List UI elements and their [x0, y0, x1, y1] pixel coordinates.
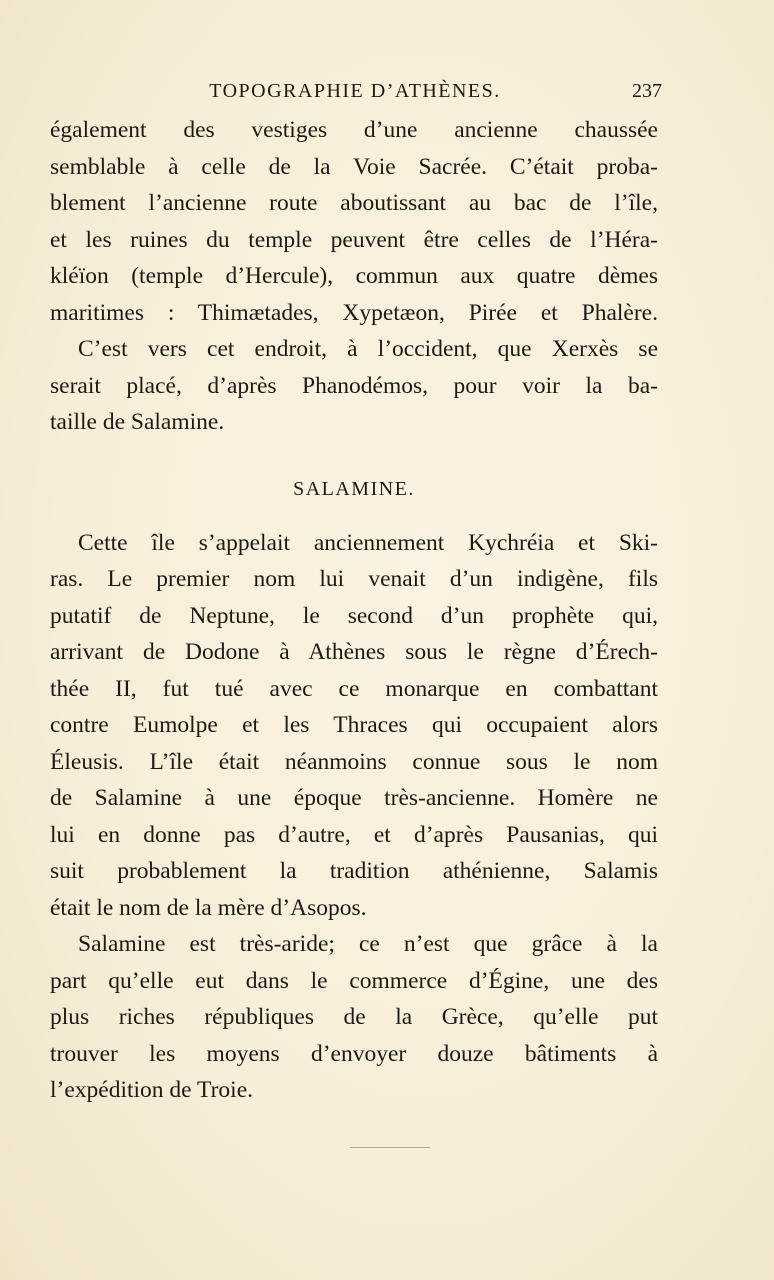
page-header — [50, 80, 660, 108]
text-line: putatif de Neptune, le second d’un prophète qui, — [50, 602, 658, 629]
text-line: C’est vers cet endroit, à l’occident, que Xerxès se — [78, 336, 658, 362]
text-line: contre Eumolpe et les Thraces qui occupaient alors — [50, 712, 658, 738]
text-line: serait placé, d’après Phanodémos, pour voir la ba- — [50, 372, 658, 399]
text-line: trouver les moyens d’envoyer douze bâtiments à — [50, 1040, 658, 1067]
text-line: de Salamine à une époque très-ancienne. Homère ne — [50, 785, 658, 811]
text-line: ras. Le premier nom lui venait d’un indigène, fils — [50, 566, 658, 592]
text-line: Éleusis. L’île était néanmoins connue sous le nom — [50, 748, 658, 775]
end-rule — [350, 1147, 430, 1148]
text-line: part qu’elle eut dans le commerce d’Égine, une des — [50, 967, 658, 994]
text-line: kléïon (temple d’Hercule), commun aux quatre dèmes — [50, 263, 658, 289]
text-line: et les ruines du temple peuvent être celles de l’Héra- — [50, 226, 658, 253]
section-heading: SALAMINE. — [293, 477, 415, 500]
page-number: 237 — [632, 80, 662, 102]
text-line: était le nom de la mère d’Asopos. — [50, 894, 367, 921]
text-line: lui en donne pas d’autre, et d’après Pausanias, qui — [50, 821, 658, 848]
body-text — [50, 112, 658, 1109]
text-line: Cette île s’appelait anciennement Kychréia et Ski- — [78, 529, 658, 556]
text-line: l’expédition de Troie. — [50, 1077, 253, 1103]
text-line: Salamine est très-aride; ce n’est que grâce à la — [78, 931, 658, 957]
text-line: également des vestiges d’une ancienne chaussée — [50, 117, 658, 143]
text-line: plus riches républiques de la Grèce, qu’elle put — [50, 1004, 658, 1030]
text-line: taille de Salamine. — [50, 409, 225, 435]
text-line: maritimes : Thimætades, Xypetæon, Pirée et Phalère. — [50, 299, 658, 326]
text-line: blement l’ancienne route aboutissant au bac de l’île, — [50, 190, 658, 216]
text-line: thée II, fut tué avec ce monarque en combattant — [50, 675, 658, 702]
text-line: suit probablement la tradition athénienne, Salamis — [50, 858, 658, 884]
running-title: TOPOGRAPHIE D’ATHÈNES. — [209, 80, 501, 102]
text-line: arrivant de Dodone à Athènes sous le règne d’Érech- — [50, 639, 658, 665]
text-line: semblable à celle de la Voie Sacrée. C’était proba- — [50, 153, 658, 180]
